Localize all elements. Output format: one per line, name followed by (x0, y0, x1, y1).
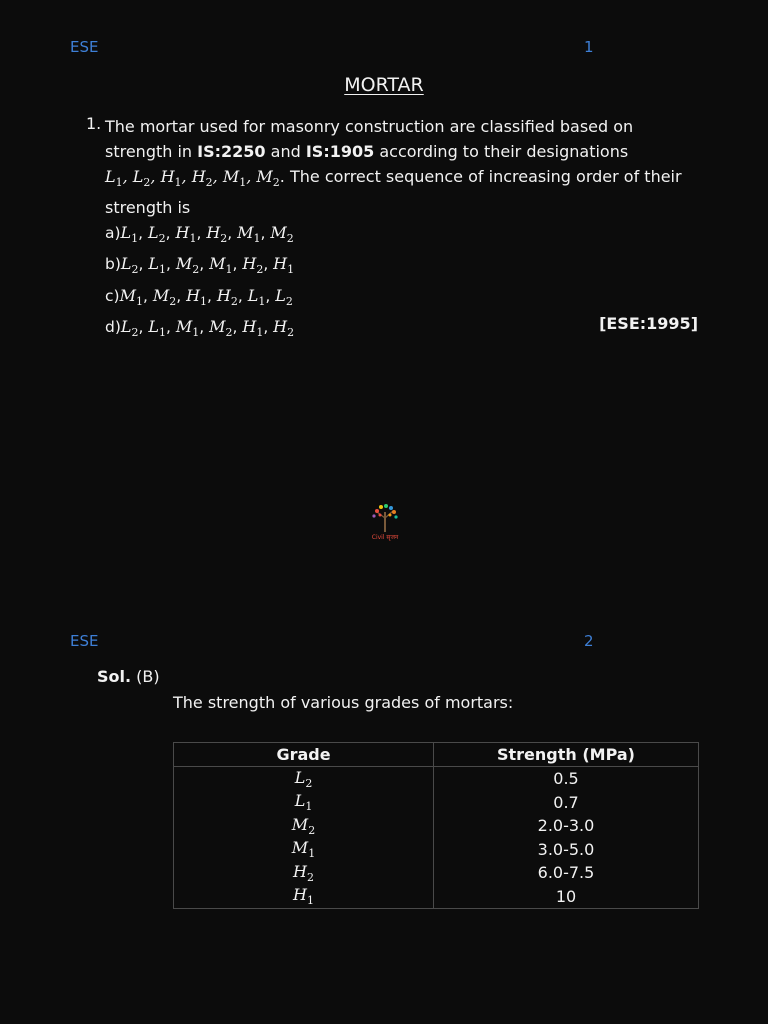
standard-is2250: IS:2250 (197, 142, 266, 161)
option-sequence: $L_2$, $L_1$, $M_1$, $M_2$, $H_1$, $H_2$ (120, 316, 295, 339)
strength-table (173, 742, 699, 909)
designation-l2: $L_2$ (148, 223, 166, 246)
designation-list: $L_1$, $L_2$, $H_1$, $H_2$, $M_1$, $M_2$ (105, 167, 280, 190)
strength-cell: 0.5 (553, 769, 579, 789)
grade-symbol: $H_1$ (293, 885, 314, 908)
designation-h1: $H_1$ (186, 285, 208, 308)
grade-symbol: $L_2$ (294, 767, 313, 790)
designation-m1: $M_1$ (119, 285, 143, 308)
grade-cell (174, 861, 434, 885)
designation-m1: $M_1$ (222, 167, 247, 190)
designation-h2: $H_2$ (206, 223, 228, 246)
designation-l2: $L_2$ (275, 285, 293, 308)
column-header-strength: Strength (MPa) (434, 743, 699, 767)
grade-cell (174, 767, 434, 791)
option-a (105, 220, 705, 251)
grade-cell (174, 791, 434, 815)
option-b (105, 251, 705, 282)
designation-m2: $M_2$ (209, 316, 233, 339)
table-row (174, 814, 699, 838)
designation-h2: $H_2$ (216, 285, 238, 308)
table-body (174, 767, 699, 909)
grade-symbol: $H_2$ (293, 861, 314, 884)
designation-m2: $M_2$ (270, 223, 294, 246)
designation-l1: $L_1$ (247, 285, 266, 308)
option-sequence: $L_1$, $L_2$, $H_1$, $H_2$, $M_1$, $M_2$ (120, 223, 294, 246)
designation-h1: $H_1$ (242, 316, 264, 339)
grade-symbol: $L_1$ (294, 791, 313, 814)
designation-m1: $M_1$ (209, 254, 233, 277)
option-sequence: $M_1$, $M_2$, $H_1$, $H_2$, $L_1$, $L_2$ (119, 285, 293, 308)
designation-h1: $H_1$ (175, 223, 197, 246)
grade-cell (174, 814, 434, 838)
page-title: MORTAR (344, 74, 424, 96)
designation-h2: $H_2$ (191, 167, 213, 190)
question-text-b: and (265, 142, 306, 161)
designation-m1: $M_1$ (237, 223, 261, 246)
question-text (105, 114, 705, 220)
designation-m2: $M_2$ (152, 285, 177, 308)
designation-h1: $H_1$ (273, 254, 295, 277)
tree-logo-icon (363, 502, 407, 542)
designation-m2: $M_2$ (256, 167, 280, 190)
solution-label: Sol. (97, 667, 132, 686)
grade-symbol: $M_1$ (291, 838, 316, 861)
designation-l1: $L_1$ (148, 316, 166, 339)
table-row (174, 838, 699, 862)
solution-intro: The strength of various grades of mortars: (173, 693, 514, 712)
table-row (174, 767, 699, 791)
logo (363, 502, 407, 542)
table-row (174, 791, 699, 815)
grade-cell (174, 885, 434, 909)
page-header-left: ESE (70, 38, 99, 56)
page-number: 1 (584, 38, 594, 56)
solution-answer: (B) (131, 667, 160, 686)
strength-cell: 6.0-7.5 (537, 863, 595, 883)
question-block (105, 114, 705, 345)
option-label: b) (105, 255, 121, 274)
page-header-left-2: ESE (70, 632, 99, 650)
designation-l1: $L_1$ (120, 223, 139, 246)
question-text-a: The mortar used for masonry construction are classified based on strength in (105, 117, 634, 161)
designation-l1: $L_1$ (105, 167, 123, 190)
option-sequence: $L_2$, $L_1$, $M_2$, $M_1$, $H_2$, $H_1$ (120, 254, 295, 277)
strength-cell: 10 (555, 886, 577, 906)
designation-l1: $L_1$ (148, 254, 166, 277)
exam-source: [ESE:1995] (599, 314, 698, 333)
designation-l2: $L_2$ (120, 254, 139, 277)
standard-is1905: IS:1905 (305, 142, 375, 161)
option-label: d) (105, 317, 121, 336)
designation-h1: $H_1$ (160, 167, 182, 190)
question-text-c: according to their designations (374, 142, 629, 161)
table-row (174, 885, 699, 909)
strength-cell: 2.0-3.0 (537, 816, 595, 836)
question-number: 1. (86, 114, 102, 133)
strength-cell: 0.7 (553, 792, 579, 812)
designation-m2: $M_2$ (175, 254, 200, 277)
designation-h2: $H_2$ (273, 316, 295, 339)
question-text-d: . The correct sequence of increasing order of their strength is (105, 167, 682, 218)
designation-h2: $H_2$ (242, 254, 264, 277)
option-label: c) (105, 286, 120, 305)
logo-text: Civil सृजन (371, 534, 399, 541)
grade-symbol: $M_2$ (291, 814, 316, 837)
designation-m1: $M_1$ (175, 316, 200, 339)
column-header-grade: Grade (174, 743, 434, 767)
option-label: a) (105, 224, 121, 243)
designation-l2: $L_2$ (132, 167, 151, 190)
strength-cell: 3.0-5.0 (537, 839, 595, 859)
solution-line (97, 667, 160, 686)
option-c (105, 283, 705, 314)
grade-cell (174, 838, 434, 862)
table-row (174, 861, 699, 885)
designation-l2: $L_2$ (120, 316, 139, 339)
page-number-2: 2 (584, 632, 594, 650)
